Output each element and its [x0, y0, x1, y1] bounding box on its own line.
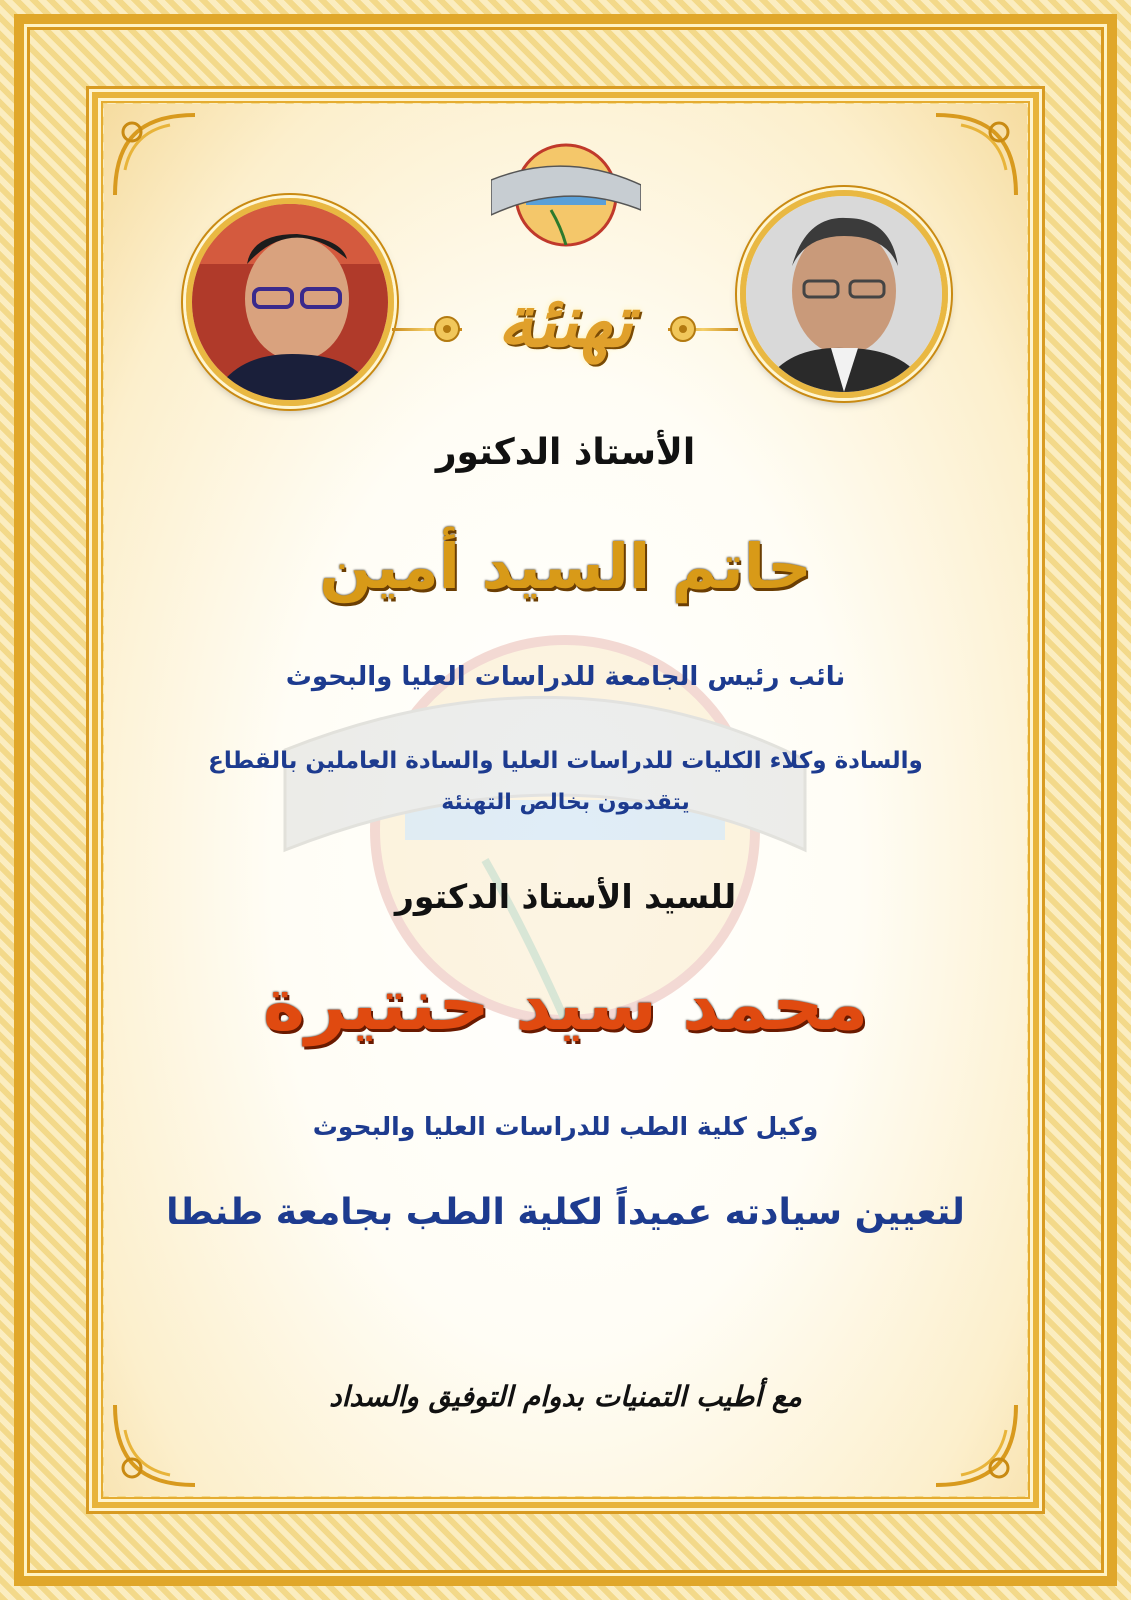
- flourish-icon: [430, 312, 464, 346]
- sender-position: نائب رئيس الجامعة للدراسات العليا والبحوث: [285, 662, 846, 692]
- corner-ornament-icon: [110, 1400, 200, 1490]
- portrait-left: [186, 198, 394, 406]
- corner-ornament-icon: [931, 110, 1021, 200]
- occasion-text: لتعيين سيادته عميداً لكلية الطب بجامعة طنطا: [166, 1192, 965, 1233]
- closing-wishes: مع أطيب التمنيات بدوام التوفيق والسداد: [329, 1380, 802, 1413]
- body-line: يتقدمون بخالص التهنئة: [441, 790, 690, 815]
- sender-title: الأستاذ الدكتور: [435, 432, 696, 473]
- sender-name: حاتم السيد أمين: [319, 530, 812, 603]
- recipient-position: وكيل كلية الطب للدراسات العليا والبحوث: [312, 1112, 819, 1141]
- recipient-title: للسيد الأستاذ الدكتور: [394, 877, 737, 916]
- body-line: والسادة وكلاء الكليات للدراسات العليا والسادة العاملين بالقطاع: [208, 748, 923, 774]
- tanta-university-logo: [491, 135, 641, 250]
- portrait-right: [740, 190, 948, 398]
- flourish-icon: [666, 312, 700, 346]
- corner-ornament-icon: [931, 1400, 1021, 1490]
- congrats-title: تهنئة: [497, 278, 633, 363]
- congrats-header: [380, 268, 750, 388]
- corner-ornament-icon: [110, 110, 200, 200]
- recipient-name: محمد سيد حنتيرة: [262, 962, 869, 1046]
